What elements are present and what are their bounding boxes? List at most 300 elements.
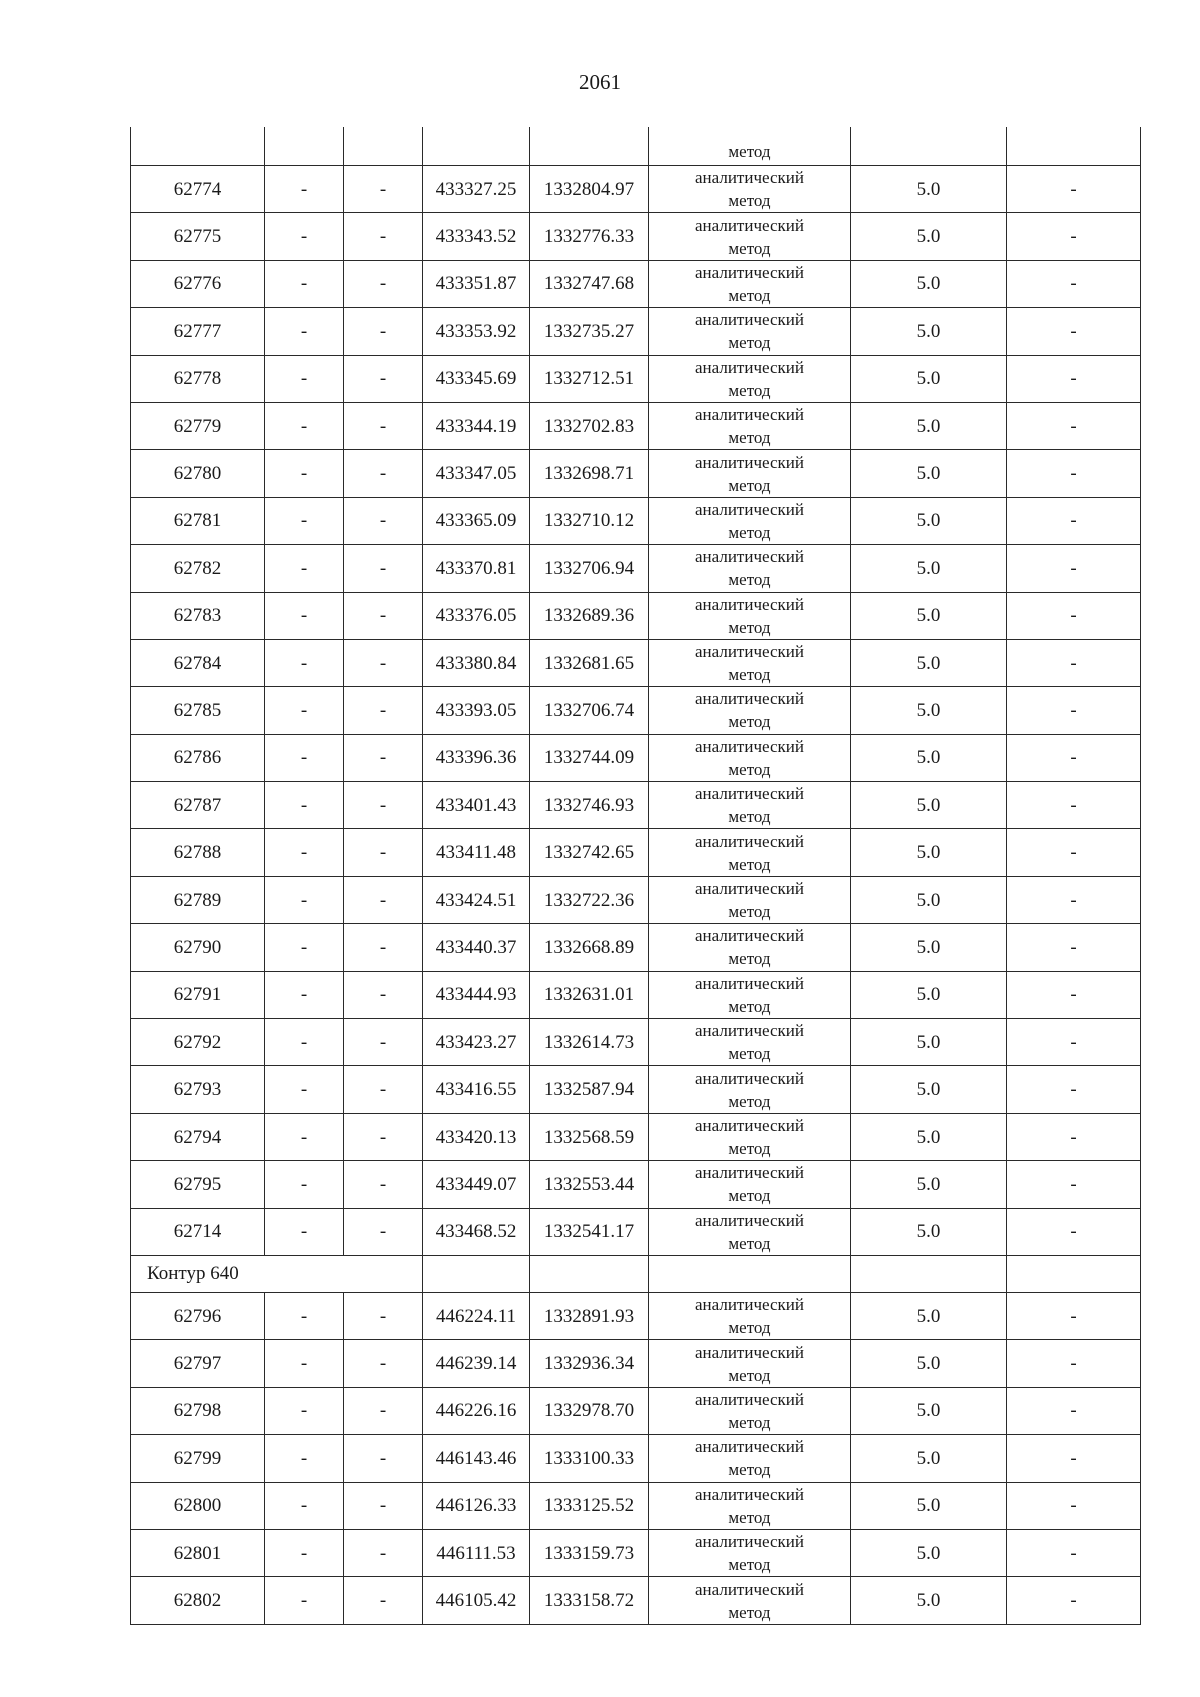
method-cell <box>649 971 851 1018</box>
table-body <box>131 127 1141 1624</box>
y-coordinate-cell: 1332614.73 <box>530 1019 649 1066</box>
method-cell <box>649 1292 851 1339</box>
method-line-2: метод <box>728 1460 771 1480</box>
method-line-1: аналитический <box>695 452 804 472</box>
x-coordinate-cell: 433396.36 <box>423 734 530 781</box>
col3-cell: - <box>344 1340 423 1387</box>
table-row <box>131 1113 1141 1160</box>
note-cell: - <box>1007 402 1141 449</box>
method-line-1: аналитический <box>695 1295 804 1315</box>
method-line-1: аналитический <box>695 547 804 567</box>
note-cell: - <box>1007 1161 1141 1208</box>
note-cell: - <box>1007 1113 1141 1160</box>
note-cell: - <box>1007 876 1141 923</box>
y-coordinate-cell: 1332722.36 <box>530 876 649 923</box>
table-row <box>131 1208 1141 1255</box>
col2-cell: - <box>265 450 344 497</box>
point-id-cell: 62781 <box>131 497 265 544</box>
note-cell: - <box>1007 782 1141 829</box>
method-line-1: аналитический <box>695 879 804 899</box>
col3-cell: - <box>344 1435 423 1482</box>
point-id-cell: 62791 <box>131 971 265 1018</box>
method-cell <box>649 876 851 923</box>
table-row <box>131 545 1141 592</box>
method-line-2: метод <box>728 949 771 969</box>
method-line-2: метод <box>728 1091 771 1111</box>
y-coordinate-cell: 1332978.70 <box>530 1387 649 1434</box>
col3-cell: - <box>344 166 423 213</box>
y-coordinate-cell: 1332706.94 <box>530 545 649 592</box>
note-cell: - <box>1007 1577 1141 1624</box>
accuracy-cell: 5.0 <box>851 260 1007 307</box>
col3-cell: - <box>344 308 423 355</box>
method-line-2: метод <box>728 854 771 874</box>
note-cell: - <box>1007 497 1141 544</box>
accuracy-cell: 5.0 <box>851 876 1007 923</box>
col3-cell: - <box>344 1387 423 1434</box>
method-line-2: метод <box>728 807 771 827</box>
section-empty-cell <box>851 1255 1007 1292</box>
table-row <box>131 308 1141 355</box>
point-id-cell: 62778 <box>131 355 265 402</box>
col2-cell: - <box>265 1435 344 1482</box>
x-coordinate-cell: 433344.19 <box>423 402 530 449</box>
point-id-cell: 62714 <box>131 1208 265 1255</box>
method-line-2: метод <box>728 522 771 542</box>
method-line-1: аналитический <box>695 1579 804 1599</box>
col3-cell: - <box>344 971 423 1018</box>
method-line-1: аналитический <box>695 1068 804 1088</box>
point-id-cell: 62785 <box>131 687 265 734</box>
accuracy-cell: 5.0 <box>851 687 1007 734</box>
y-coordinate-cell <box>530 127 649 166</box>
y-coordinate-cell: 1332936.34 <box>530 1340 649 1387</box>
x-coordinate-cell: 446143.46 <box>423 1435 530 1482</box>
table-row <box>131 829 1141 876</box>
table-row <box>131 497 1141 544</box>
method-line-1: аналитический <box>695 973 804 993</box>
col3-cell: - <box>344 1019 423 1066</box>
note-cell: - <box>1007 1435 1141 1482</box>
x-coordinate-cell: 433365.09 <box>423 497 530 544</box>
accuracy-cell: 5.0 <box>851 497 1007 544</box>
y-coordinate-cell: 1332706.74 <box>530 687 649 734</box>
col3-cell: - <box>344 734 423 781</box>
method-line-1: аналитический <box>695 1210 804 1230</box>
point-id-cell: 62788 <box>131 829 265 876</box>
point-id-cell: 62776 <box>131 260 265 307</box>
method-line-2: метод <box>728 1555 771 1575</box>
section-empty-cell <box>1007 1255 1141 1292</box>
method-line-1: аналитический <box>695 831 804 851</box>
col2-cell: - <box>265 829 344 876</box>
method-line-2: метод <box>728 285 771 305</box>
section-empty-cell <box>649 1255 851 1292</box>
method-cell <box>649 592 851 639</box>
col2-cell: - <box>265 355 344 402</box>
method-line-2: метод <box>728 1318 771 1338</box>
y-coordinate-cell: 1332746.93 <box>530 782 649 829</box>
table-row <box>131 1577 1141 1624</box>
accuracy-cell <box>851 127 1007 166</box>
accuracy-cell: 5.0 <box>851 782 1007 829</box>
x-coordinate-cell: 433353.92 <box>423 308 530 355</box>
x-coordinate-cell: 433444.93 <box>423 971 530 1018</box>
col3-cell: - <box>344 1529 423 1576</box>
y-coordinate-cell: 1332568.59 <box>530 1113 649 1160</box>
method-line-1: аналитический <box>695 1532 804 1552</box>
method-cell <box>649 1161 851 1208</box>
method-cell <box>649 1387 851 1434</box>
point-id-cell: 62794 <box>131 1113 265 1160</box>
method-line-1: аналитический <box>695 1437 804 1457</box>
method-line-2: метод <box>728 1507 771 1527</box>
method-line-2: метод <box>728 759 771 779</box>
note-cell: - <box>1007 734 1141 781</box>
accuracy-cell: 5.0 <box>851 1161 1007 1208</box>
note-cell: - <box>1007 1340 1141 1387</box>
method-cell <box>649 1577 851 1624</box>
y-coordinate-cell: 1333159.73 <box>530 1529 649 1576</box>
method-cell <box>649 402 851 449</box>
table-row <box>131 1340 1141 1387</box>
method-cell <box>649 213 851 260</box>
method-cell <box>649 260 851 307</box>
accuracy-cell: 5.0 <box>851 545 1007 592</box>
coordinates-table <box>130 127 1141 1625</box>
method-cell <box>649 450 851 497</box>
table-row <box>131 1066 1141 1113</box>
method-cell <box>649 1113 851 1160</box>
note-cell: - <box>1007 1292 1141 1339</box>
accuracy-cell: 5.0 <box>851 971 1007 1018</box>
col3-cell: - <box>344 213 423 260</box>
accuracy-cell: 5.0 <box>851 1208 1007 1255</box>
x-coordinate-cell: 433370.81 <box>423 545 530 592</box>
accuracy-cell: 5.0 <box>851 639 1007 686</box>
x-coordinate-cell: 433424.51 <box>423 876 530 923</box>
method-line-2: метод <box>728 191 771 211</box>
col3-cell: - <box>344 402 423 449</box>
method-line-1: аналитический <box>695 642 804 662</box>
col2-cell: - <box>265 497 344 544</box>
note-cell: - <box>1007 260 1141 307</box>
y-coordinate-cell: 1332742.65 <box>530 829 649 876</box>
col2-cell: - <box>265 1577 344 1624</box>
table-row <box>131 971 1141 1018</box>
x-coordinate-cell: 446105.42 <box>423 1577 530 1624</box>
note-cell <box>1007 127 1141 166</box>
x-coordinate-cell: 433440.37 <box>423 924 530 971</box>
method-line-2: метод <box>728 1233 771 1253</box>
accuracy-cell: 5.0 <box>851 166 1007 213</box>
x-coordinate-cell: 433393.05 <box>423 687 530 734</box>
method-line-1: аналитический <box>695 405 804 425</box>
point-id-cell: 62801 <box>131 1529 265 1576</box>
method-line-2: метод <box>728 475 771 495</box>
method-line-2: метод <box>728 380 771 400</box>
col3-cell: - <box>344 1161 423 1208</box>
accuracy-cell: 5.0 <box>851 355 1007 402</box>
point-id-cell: 62792 <box>131 1019 265 1066</box>
method-line-1: аналитический <box>695 736 804 756</box>
note-cell: - <box>1007 924 1141 971</box>
note-cell: - <box>1007 1019 1141 1066</box>
table-row <box>131 1435 1141 1482</box>
col2-cell: - <box>265 592 344 639</box>
section-label: Контур 640 <box>131 1255 423 1292</box>
section-empty-cell <box>423 1255 530 1292</box>
accuracy-cell: 5.0 <box>851 308 1007 355</box>
method-cell <box>649 1208 851 1255</box>
method-line-1: аналитический <box>695 926 804 946</box>
point-id-cell: 62779 <box>131 402 265 449</box>
accuracy-cell: 5.0 <box>851 1066 1007 1113</box>
accuracy-cell: 5.0 <box>851 402 1007 449</box>
y-coordinate-cell: 1332698.71 <box>530 450 649 497</box>
x-coordinate-cell: 433468.52 <box>423 1208 530 1255</box>
col2-cell: - <box>265 1292 344 1339</box>
method-cell <box>649 308 851 355</box>
col3-cell: - <box>344 355 423 402</box>
x-coordinate-cell: 433343.52 <box>423 213 530 260</box>
method-line-2: метод <box>728 570 771 590</box>
point-id-cell: 62799 <box>131 1435 265 1482</box>
note-cell: - <box>1007 355 1141 402</box>
x-coordinate-cell: 433449.07 <box>423 1161 530 1208</box>
col2-cell: - <box>265 782 344 829</box>
method-line-1: аналитический <box>695 357 804 377</box>
method-line-1: аналитический <box>695 1021 804 1041</box>
note-cell: - <box>1007 1482 1141 1529</box>
col3-cell: - <box>344 450 423 497</box>
x-coordinate-cell: 433416.55 <box>423 1066 530 1113</box>
note-cell: - <box>1007 1387 1141 1434</box>
section-row <box>131 1255 1141 1292</box>
col3-cell: - <box>344 687 423 734</box>
point-id-cell: 62774 <box>131 166 265 213</box>
y-coordinate-cell: 1332702.83 <box>530 402 649 449</box>
method-line-1: аналитический <box>695 262 804 282</box>
x-coordinate-cell: 446126.33 <box>423 1482 530 1529</box>
x-coordinate-cell: 433345.69 <box>423 355 530 402</box>
method-line-1: аналитический <box>695 594 804 614</box>
method-line-2: метод <box>728 428 771 448</box>
method-line-1: аналитический <box>695 168 804 188</box>
method-cell <box>649 1019 851 1066</box>
accuracy-cell: 5.0 <box>851 1113 1007 1160</box>
method-cell <box>649 166 851 213</box>
col3-cell: - <box>344 924 423 971</box>
note-cell: - <box>1007 1208 1141 1255</box>
x-coordinate-cell: 433423.27 <box>423 1019 530 1066</box>
point-id-cell: 62782 <box>131 545 265 592</box>
col3-cell: - <box>344 592 423 639</box>
method-cell <box>649 1482 851 1529</box>
y-coordinate-cell: 1332891.93 <box>530 1292 649 1339</box>
note-cell: - <box>1007 166 1141 213</box>
col2-cell: - <box>265 1208 344 1255</box>
col2-cell: - <box>265 639 344 686</box>
accuracy-cell: 5.0 <box>851 1292 1007 1339</box>
col2-cell: - <box>265 734 344 781</box>
col3-cell: - <box>344 1292 423 1339</box>
method-line-2: метод <box>728 712 771 732</box>
method-cell <box>649 497 851 544</box>
y-coordinate-cell: 1332735.27 <box>530 308 649 355</box>
table-row <box>131 166 1141 213</box>
table-row <box>131 639 1141 686</box>
accuracy-cell: 5.0 <box>851 829 1007 876</box>
method-cell <box>649 355 851 402</box>
y-coordinate-cell: 1332689.36 <box>530 592 649 639</box>
table-row <box>131 402 1141 449</box>
note-cell: - <box>1007 545 1141 592</box>
point-id-cell: 62787 <box>131 782 265 829</box>
col2-cell <box>265 127 344 166</box>
accuracy-cell: 5.0 <box>851 1482 1007 1529</box>
note-cell: - <box>1007 687 1141 734</box>
table-row <box>131 1019 1141 1066</box>
col2-cell: - <box>265 876 344 923</box>
point-id-cell <box>131 127 265 166</box>
accuracy-cell: 5.0 <box>851 450 1007 497</box>
method-line-2: метод <box>728 1186 771 1206</box>
col2-cell: - <box>265 260 344 307</box>
col2-cell: - <box>265 1340 344 1387</box>
point-id-cell: 62793 <box>131 1066 265 1113</box>
table-row <box>131 1529 1141 1576</box>
x-coordinate-cell: 433376.05 <box>423 592 530 639</box>
y-coordinate-cell: 1332804.97 <box>530 166 649 213</box>
x-coordinate-cell: 433351.87 <box>423 260 530 307</box>
accuracy-cell: 5.0 <box>851 1435 1007 1482</box>
table-row <box>131 782 1141 829</box>
col2-cell: - <box>265 924 344 971</box>
col3-cell: - <box>344 1066 423 1113</box>
x-coordinate-cell: 433347.05 <box>423 450 530 497</box>
table-row <box>131 1292 1141 1339</box>
point-id-cell: 62777 <box>131 308 265 355</box>
accuracy-cell: 5.0 <box>851 1019 1007 1066</box>
accuracy-cell: 5.0 <box>851 1529 1007 1576</box>
note-cell: - <box>1007 971 1141 1018</box>
accuracy-cell: 5.0 <box>851 734 1007 781</box>
x-coordinate-cell: 433411.48 <box>423 829 530 876</box>
point-id-cell: 62800 <box>131 1482 265 1529</box>
method-line-1: аналитический <box>695 1163 804 1183</box>
y-coordinate-cell: 1332776.33 <box>530 213 649 260</box>
table-row <box>131 734 1141 781</box>
x-coordinate-cell: 446224.11 <box>423 1292 530 1339</box>
accuracy-cell: 5.0 <box>851 1577 1007 1624</box>
accuracy-cell: 5.0 <box>851 924 1007 971</box>
col2-cell: - <box>265 1066 344 1113</box>
method-line-2: метод <box>728 996 771 1016</box>
col3-cell: - <box>344 497 423 544</box>
method-line-2: метод <box>728 1365 771 1385</box>
point-id-cell: 62780 <box>131 450 265 497</box>
method-cell <box>649 924 851 971</box>
col3-cell: - <box>344 545 423 592</box>
point-id-cell: 62786 <box>131 734 265 781</box>
note-cell: - <box>1007 1529 1141 1576</box>
col2-cell: - <box>265 213 344 260</box>
x-coordinate-cell <box>423 127 530 166</box>
col2-cell: - <box>265 971 344 1018</box>
col2-cell: - <box>265 687 344 734</box>
col2-cell: - <box>265 1529 344 1576</box>
method-line-2: метод <box>728 1602 771 1622</box>
note-cell: - <box>1007 639 1141 686</box>
x-coordinate-cell: 446239.14 <box>423 1340 530 1387</box>
method-line-1: аналитический <box>695 1116 804 1135</box>
accuracy-cell: 5.0 <box>851 213 1007 260</box>
point-id-cell: 62802 <box>131 1577 265 1624</box>
method-line-1: аналитический <box>695 689 804 709</box>
col2-cell: - <box>265 1019 344 1066</box>
point-id-cell: 62783 <box>131 592 265 639</box>
y-coordinate-cell: 1332744.09 <box>530 734 649 781</box>
method-cell <box>649 1066 851 1113</box>
method-line-2: метод <box>728 1044 771 1064</box>
y-coordinate-cell: 1333100.33 <box>530 1435 649 1482</box>
method-line-2: метод <box>728 333 771 353</box>
method-line-2: метод <box>728 617 771 637</box>
note-cell: - <box>1007 308 1141 355</box>
x-coordinate-cell: 433380.84 <box>423 639 530 686</box>
method-cell <box>649 782 851 829</box>
method-line-1: аналитический <box>695 1484 804 1504</box>
point-id-cell: 62789 <box>131 876 265 923</box>
x-coordinate-cell: 446111.53 <box>423 1529 530 1576</box>
y-coordinate-cell: 1332681.65 <box>530 639 649 686</box>
col2-cell: - <box>265 1113 344 1160</box>
table-row <box>131 1387 1141 1434</box>
col2-cell: - <box>265 1482 344 1529</box>
note-cell: - <box>1007 592 1141 639</box>
table-row <box>131 592 1141 639</box>
table-row <box>131 1482 1141 1529</box>
method-cell <box>649 1340 851 1387</box>
point-id-cell: 62790 <box>131 924 265 971</box>
method-line-1: аналитический <box>695 499 804 519</box>
table-row <box>131 1161 1141 1208</box>
note-cell: - <box>1007 1066 1141 1113</box>
col3-cell: - <box>344 639 423 686</box>
col3-cell: - <box>344 1577 423 1624</box>
accuracy-cell: 5.0 <box>851 1387 1007 1434</box>
method-cell <box>649 639 851 686</box>
method-line-1: аналитический <box>695 1342 804 1362</box>
method-line-2: метод <box>728 665 771 685</box>
y-coordinate-cell: 1333125.52 <box>530 1482 649 1529</box>
method-line-2: метод <box>728 238 771 258</box>
col3-cell: - <box>344 829 423 876</box>
y-coordinate-cell: 1332712.51 <box>530 355 649 402</box>
method-cell <box>649 545 851 592</box>
col3-cell: - <box>344 1208 423 1255</box>
y-coordinate-cell: 1332631.01 <box>530 971 649 1018</box>
point-id-cell: 62797 <box>131 1340 265 1387</box>
table-row <box>131 876 1141 923</box>
method-cell <box>649 829 851 876</box>
section-empty-cell <box>530 1255 649 1292</box>
table-row <box>131 687 1141 734</box>
x-coordinate-cell: 446226.16 <box>423 1387 530 1434</box>
point-id-cell: 62775 <box>131 213 265 260</box>
x-coordinate-cell: 433327.25 <box>423 166 530 213</box>
